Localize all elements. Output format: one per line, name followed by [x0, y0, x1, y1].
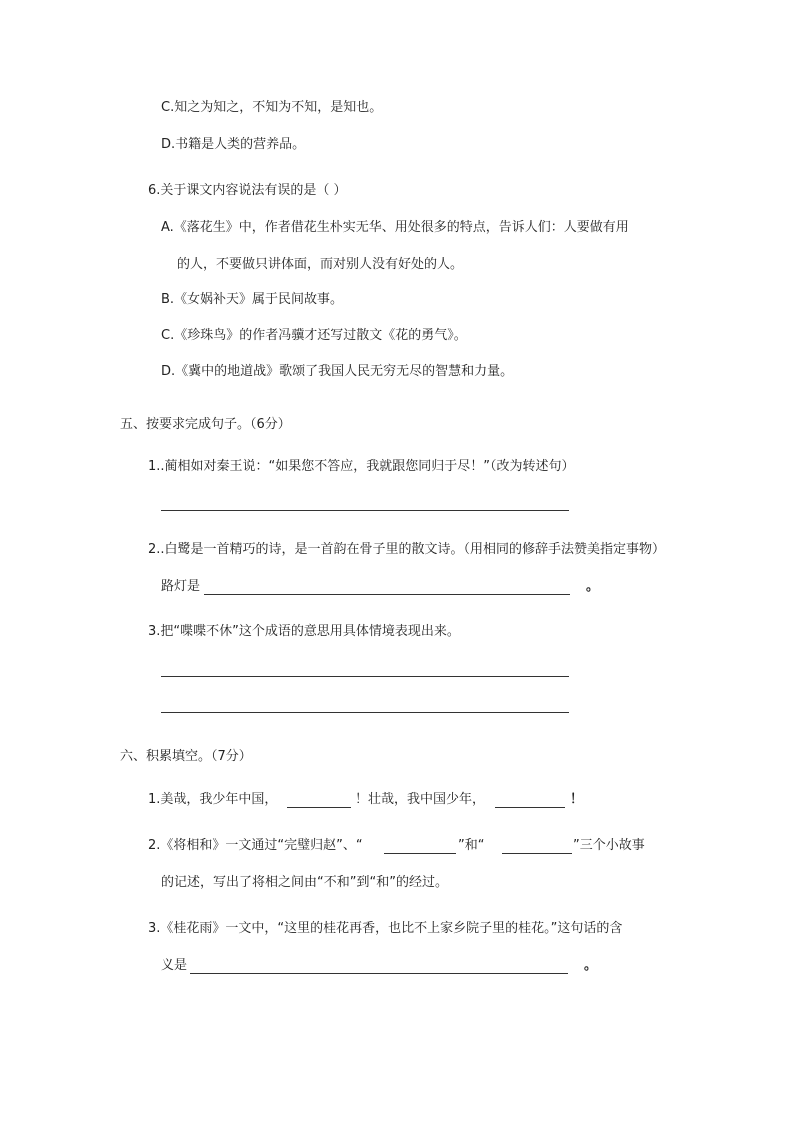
section-5-question-1: 1..蔺相如对秦王说：“如果您不答应，我就跟您同归于尽！”（改为转述句）	[148, 459, 575, 474]
section-6-question-1-part3: ！	[570, 792, 584, 807]
option-c-prev: C.知之为知之，不知为不知，是知也。	[161, 100, 383, 115]
question-6-stem: 6.关于课文内容说法有误的是（ ）	[148, 183, 347, 198]
question-6-option-d: D.《冀中的地道战》歌颂了我国人民无穷无尽的智慧和力量。	[161, 364, 514, 379]
blank-6-1a[interactable]	[287, 807, 351, 808]
question-6-option-b: B.《女娲补天》属于民间故事。	[161, 292, 344, 307]
section-6-question-3-prefix: 义是	[161, 958, 188, 973]
question-6-option-a-line1: A.《落花生》中，作者借花生朴实无华、用处很多的特点，告诉人们：人要做有用	[161, 220, 629, 235]
section-6-question-3-suffix: 。	[584, 958, 598, 973]
blank-6-2a[interactable]	[384, 853, 456, 854]
section-6-question-3-line1: 3.《桂花雨》一文中，“这里的桂花再香，也比不上家乡院子里的桂花。”这句话的含	[148, 921, 623, 936]
section-6-question-1-part2: ！壮哉，我中国少年，	[355, 792, 486, 807]
blank-6-2b[interactable]	[502, 853, 572, 854]
answer-line-5-3a[interactable]	[161, 676, 569, 677]
answer-line-5-3b[interactable]	[161, 712, 569, 713]
blank-6-1b[interactable]	[495, 807, 565, 808]
section-5-question-2: 2..白鹭是一首精巧的诗，是一首韵在骨子里的散文诗。（用相同的修辞手法赞美指定事物）	[148, 542, 666, 557]
option-d-prev: D.书籍是人类的营养品。	[161, 137, 306, 152]
section-6-question-2-line2: 的记述，写出了将相之间由“不和”到“和”的经过。	[161, 875, 448, 890]
section-5-question-2-prefix: 路灯是	[161, 579, 201, 594]
section-5-heading: 五、按要求完成句子。（6分）	[120, 417, 291, 432]
answer-line-6-3[interactable]	[190, 973, 568, 974]
section-6-question-2-part1: 2.《将相和》一文通过“完璧归赵”、“	[148, 838, 363, 853]
section-6-question-2-part2: ”和“	[458, 838, 485, 853]
section-6-question-2-part3: ”三个小故事	[573, 838, 645, 853]
section-6-question-1-part1: 1.美哉，我少年中国，	[148, 792, 278, 807]
question-6-option-a-line2: 的人，不要做只讲体面，而对别人没有好处的人。	[177, 257, 464, 272]
section-5-question-2-suffix: 。	[586, 579, 600, 594]
question-6-option-c: C.《珍珠鸟》的作者冯骥才还写过散文《花的勇气》。	[161, 328, 467, 343]
answer-line-5-1[interactable]	[161, 510, 569, 511]
section-6-heading: 六、积累填空。（7分）	[120, 749, 252, 764]
answer-line-5-2[interactable]	[204, 594, 570, 595]
section-5-question-3: 3.把“喋喋不休”这个成语的意思用具体情境表现出来。	[148, 624, 460, 639]
